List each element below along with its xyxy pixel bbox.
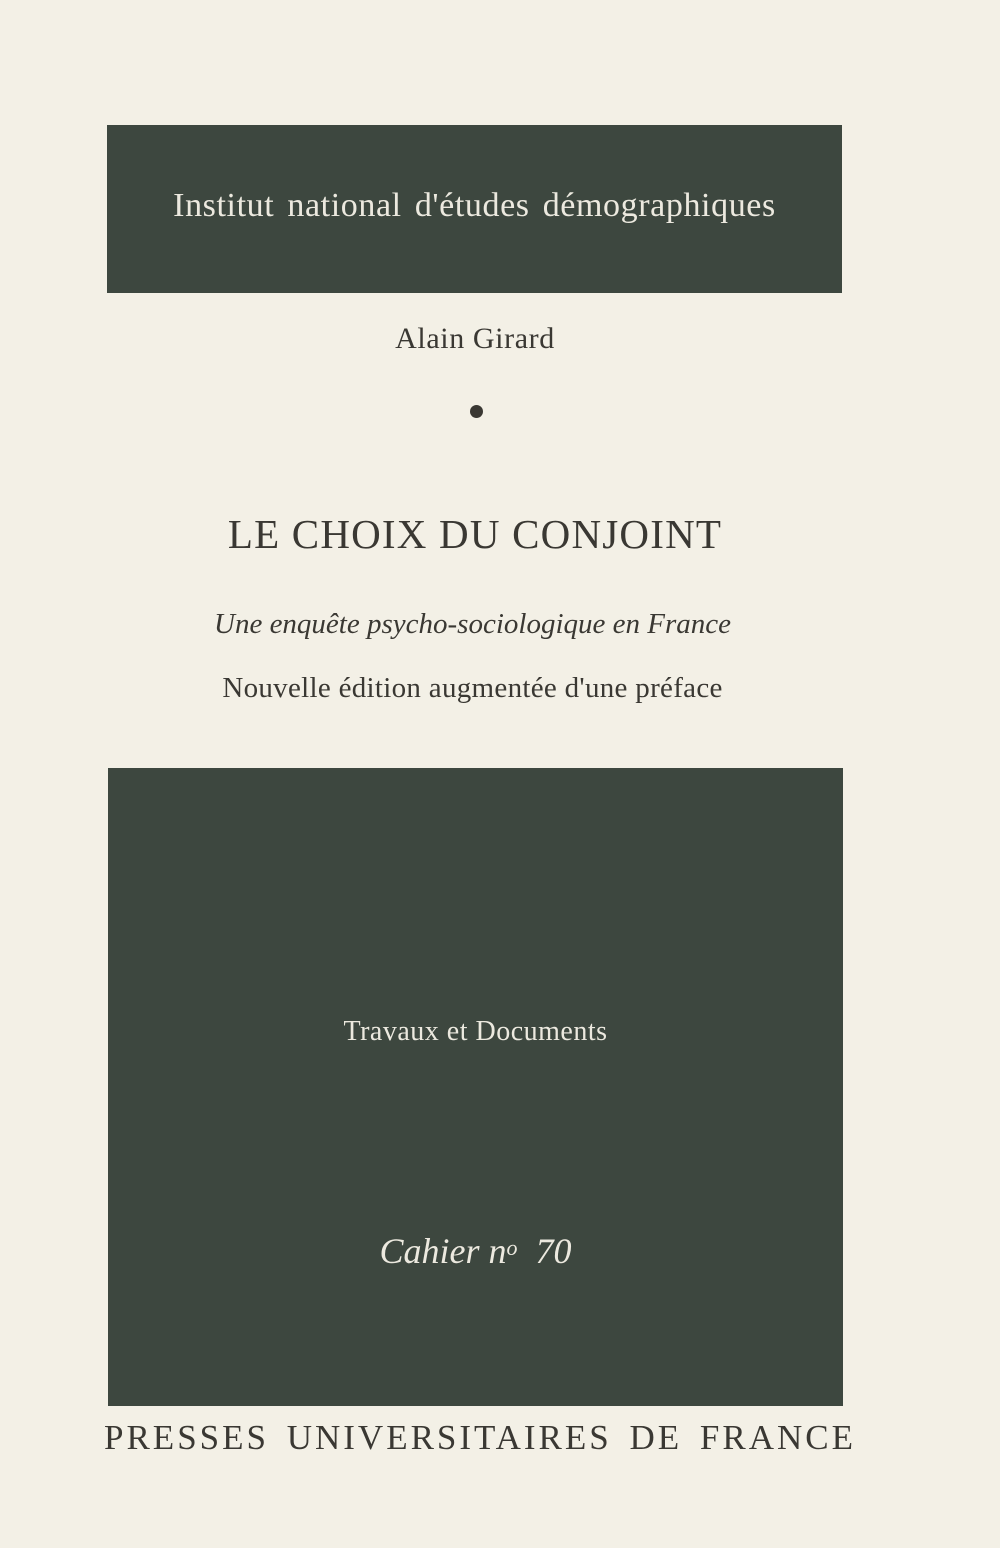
edition-note: Nouvelle édition augmentée d'une préface (222, 672, 723, 704)
book-title: LE CHOIX DU CONJOINT (227, 511, 723, 557)
bullet-ornament (470, 405, 483, 418)
series-name: Travaux et Documents (343, 1016, 608, 1047)
cahier-degree-sign: o (506, 1235, 518, 1260)
cahier-label: Cahier n (379, 1231, 507, 1271)
cahier-number-line (108, 1230, 843, 1272)
book-subtitle: Une enquête psycho-sociologique en France (214, 608, 731, 640)
author-name: Alain Girard (395, 322, 555, 355)
series-panel (108, 768, 843, 1406)
institute-name: Institut national d'études démographiques (173, 187, 776, 224)
institute-banner (107, 125, 842, 293)
publisher-name: PRESSES UNIVERSITAIRES DE FRANCE (104, 1418, 856, 1457)
cahier-number: 70 (535, 1231, 572, 1271)
